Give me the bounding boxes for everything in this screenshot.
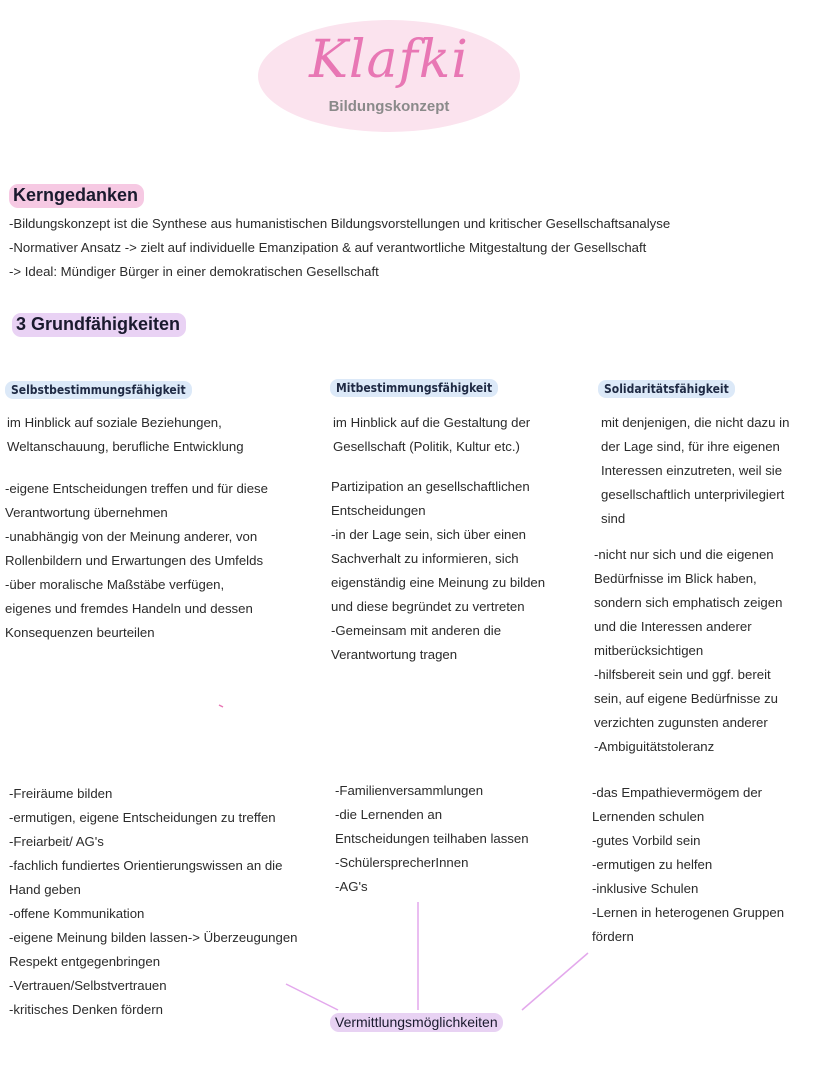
method-line: -inklusive Schulen xyxy=(592,881,699,896)
detail-line: eigenes und fremdes Handeln und dessen xyxy=(5,601,253,616)
detail-line: -hilfsbereit sein und ggf. bereit xyxy=(594,667,771,682)
kerngedanken-line: -> Ideal: Mündiger Bürger in einer demokratischen Gesellschaft xyxy=(9,264,379,279)
vermittlungsmoeglichkeiten-label: Vermittlungsmöglichkeiten xyxy=(330,1013,503,1032)
column-header-mitbestimmung: Mitbestimmungsfähigkeit xyxy=(330,379,498,397)
method-line: -das Empathievermögem der xyxy=(592,785,763,800)
detail-line: und diese begründet zu vertreten xyxy=(331,599,525,614)
detail-line: -unabhängig von der Meinung anderer, von xyxy=(5,529,258,544)
method-line: -SchülersprecherInnen xyxy=(335,855,469,870)
column-header-solidaritaet: Solidaritätsfähigkeit xyxy=(598,380,735,398)
detail-line: Entscheidungen xyxy=(331,503,426,518)
detail-line: Verantwortung tragen xyxy=(331,647,458,662)
detail-line: sondern sich emphatisch zeigen xyxy=(594,595,783,610)
method-line: fördern xyxy=(592,929,634,944)
detail-line: verzichten zugunsten anderer xyxy=(594,715,768,730)
method-line: -ermutigen, eigene Entscheidungen zu treffen xyxy=(9,810,276,825)
method-line: -Freiarbeit/ AG's xyxy=(9,834,104,849)
connector-right xyxy=(522,953,588,1010)
detail-line: Konsequenzen beurteilen xyxy=(5,625,155,640)
detail-line: -über moralische Maßstäbe verfügen, xyxy=(5,577,225,592)
method-line: -AG's xyxy=(335,879,368,894)
detail-line: -Ambiguitätstoleranz xyxy=(594,739,715,754)
detail-line: Rollenbildern und Erwartungen des Umfelds xyxy=(5,553,264,568)
context-line: im Hinblick auf die Gestaltung der xyxy=(333,415,531,430)
context-line: Interessen einzutreten, weil sie xyxy=(601,463,783,478)
column-header-selbstbestimmung: Selbstbestimmungsfähigkeit xyxy=(5,381,192,399)
method-line: -eigene Meinung bilden lassen-> Überzeugungen xyxy=(9,930,298,945)
context-line: Gesellschaft (Politik, Kultur etc.) xyxy=(333,439,520,454)
detail-line: -Gemeinsam mit anderen die xyxy=(331,623,502,638)
detail-line: Sachverhalt zu informieren, sich xyxy=(331,551,519,566)
grundfaehigkeiten-heading: 3 Grundfähigkeiten xyxy=(12,313,186,337)
method-line: -gutes Vorbild sein xyxy=(592,833,701,848)
method-line: -Freiräume bilden xyxy=(9,786,113,801)
detail-line: Verantwortung übernehmen xyxy=(5,505,168,520)
kerngedanken-heading: Kerngedanken xyxy=(9,184,144,208)
method-line: Entscheidungen teilhaben lassen xyxy=(335,831,529,846)
detail-line: mitberücksichtigen xyxy=(594,643,704,658)
detail-line: -eigene Entscheidungen treffen und für diese xyxy=(5,481,268,496)
method-line: Hand geben xyxy=(9,882,81,897)
method-line: Lernenden schulen xyxy=(592,809,705,824)
context-line: im Hinblick auf soziale Beziehungen, xyxy=(7,415,222,430)
page-title: Klafki xyxy=(309,30,469,90)
detail-line: sein, auf eigene Bedürfnisse zu xyxy=(594,691,779,706)
method-line: -fachlich fundiertes Orientierungswissen an die xyxy=(9,858,283,873)
method-line: -kritisches Denken fördern xyxy=(9,1002,163,1017)
method-line: -Vertrauen/Selbstvertrauen xyxy=(9,978,167,993)
kerngedanken-line: -Normativer Ansatz -> zielt auf individuelle Emanzipation & auf verantwortliche Mitgestaltung der Gesellschaft xyxy=(9,240,647,255)
connector-left xyxy=(286,984,338,1010)
method-line: -Familienversammlungen xyxy=(335,783,484,798)
detail-line: Partizipation an gesellschaftlichen xyxy=(331,479,530,494)
context-line: gesellschaftlich unterprivilegiert xyxy=(601,487,785,502)
method-line: -die Lernenden an xyxy=(335,807,443,822)
page-subtitle: Bildungskonzept xyxy=(328,98,450,115)
context-line: Weltanschauung, berufliche Entwicklung xyxy=(7,439,244,454)
detail-line: und die Interessen anderer xyxy=(594,619,752,634)
method-line: -Lernen in heterogenen Gruppen xyxy=(592,905,785,920)
detail-line: eigenständig eine Meinung zu bilden xyxy=(331,575,546,590)
method-line: -ermutigen zu helfen xyxy=(592,857,713,872)
context-line: sind xyxy=(601,511,626,526)
detail-line: Bedürfnisse im Blick haben, xyxy=(594,571,757,586)
kerngedanken-line: -Bildungskonzept ist die Synthese aus humanistischen Bildungsvorstellungen und kritischer Gesellschaftsanalyse xyxy=(9,216,671,231)
stray-mark xyxy=(219,705,223,707)
method-line: -offene Kommunikation xyxy=(9,906,145,921)
detail-line: -in der Lage sein, sich über einen xyxy=(331,527,527,542)
context-line: der Lage sind, für ihre eigenen xyxy=(601,439,780,454)
method-line: Respekt entgegenbringen xyxy=(9,954,161,969)
detail-line: -nicht nur sich und die eigenen xyxy=(594,547,774,562)
context-line: mit denjenigen, die nicht dazu in xyxy=(601,415,790,430)
